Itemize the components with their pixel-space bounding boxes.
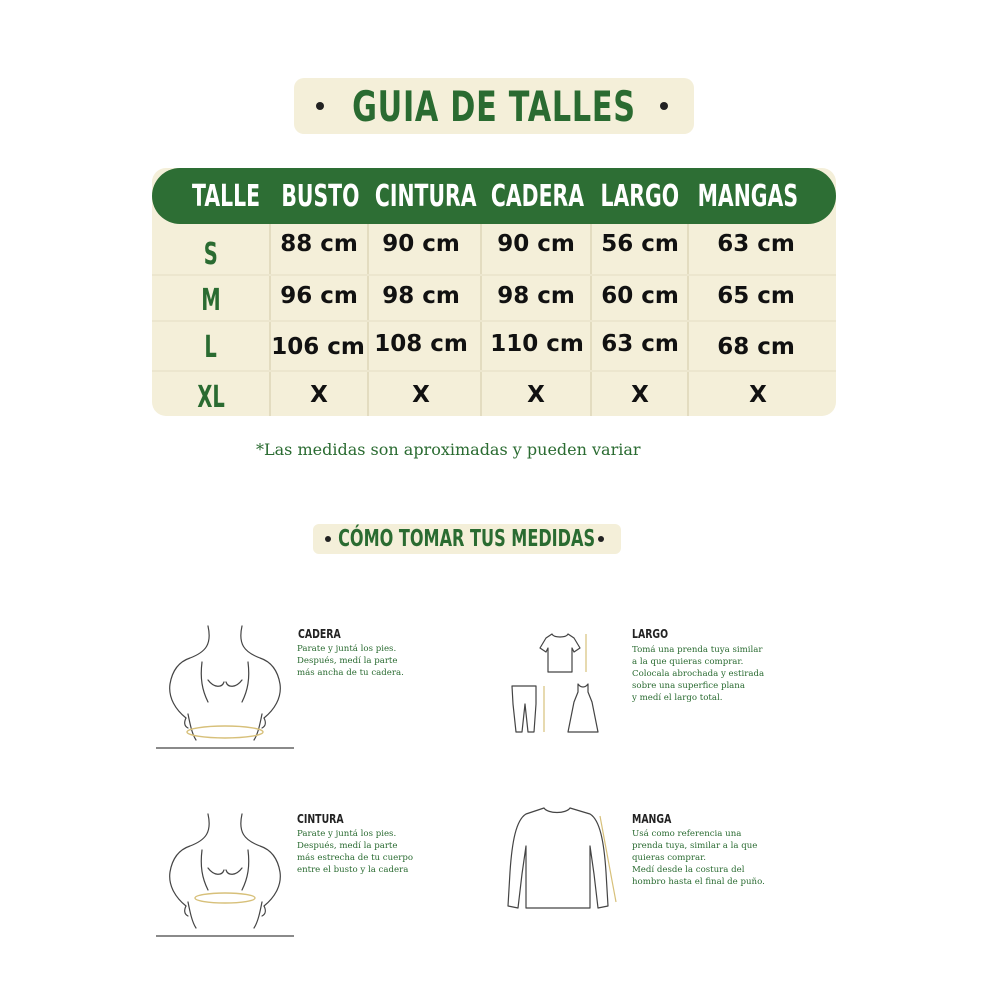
subtitle-banner — [313, 524, 621, 554]
tshirt-icon — [540, 634, 580, 672]
manga-title: MANGA — [632, 812, 672, 826]
table-cell: 63 cm — [717, 231, 795, 257]
table-cell: 98 cm — [497, 283, 575, 309]
section-subtitle: CÓMO TOMAR TUS MEDIDAS — [338, 526, 596, 552]
size-table — [152, 168, 836, 416]
pants-icon — [512, 686, 536, 732]
cintura-title: CINTURA — [297, 812, 344, 826]
size-label-m: M — [201, 282, 221, 318]
cadera-description: Parate y juntá los pies. Después, medí la parte más ancha de tu cadera. — [297, 644, 404, 678]
table-cell: X — [631, 382, 649, 408]
table-cell: X — [749, 382, 767, 408]
disclaimer-note: *Las medidas son aproximadas y pueden variar — [256, 440, 641, 459]
row-divider — [152, 274, 836, 276]
dress-icon — [568, 684, 598, 732]
body-waist-icon — [150, 806, 300, 942]
cadera-title: CADERA — [298, 627, 341, 641]
size-label-xl: XL — [197, 379, 225, 415]
table-cell: X — [412, 382, 430, 408]
header-cintura: CINTURA — [375, 178, 477, 214]
table-cell: 110 cm — [490, 331, 584, 357]
table-cell: 65 cm — [717, 283, 795, 309]
table-cell: 98 cm — [382, 283, 460, 309]
table-cell: X — [527, 382, 545, 408]
table-cell: 68 cm — [717, 334, 795, 360]
table-cell: 88 cm — [280, 231, 358, 257]
long-sleeve-shirt-icon — [496, 802, 626, 914]
row-divider — [152, 370, 836, 372]
table-cell: 96 cm — [280, 283, 358, 309]
bullet-icon — [325, 536, 331, 542]
body-hip-icon — [150, 618, 300, 754]
table-header — [152, 168, 836, 224]
page-title: GUIA DE TALLES — [352, 81, 636, 131]
header-largo: LARGO — [600, 178, 680, 214]
row-divider — [152, 320, 836, 322]
bullet-icon — [316, 102, 324, 110]
header-cadera: CADERA — [490, 178, 584, 214]
table-cell: 90 cm — [382, 231, 460, 257]
header-talle: TALLE — [191, 178, 261, 214]
table-cell: 56 cm — [601, 231, 679, 257]
table-cell: 106 cm — [271, 334, 365, 360]
largo-garments-figure — [500, 628, 600, 738]
table-cell: 90 cm — [497, 231, 575, 257]
table-cell: 60 cm — [601, 283, 679, 309]
bullet-icon — [598, 536, 604, 542]
table-cell: 63 cm — [601, 331, 679, 357]
size-label-s: S — [203, 236, 219, 272]
table-cell: X — [310, 382, 328, 408]
bullet-icon — [660, 102, 668, 110]
largo-title: LARGO — [632, 627, 669, 641]
cintura-description: Parate y juntá los pies. Después, medí la parte más estrecha de tu cuerpo entre el busto y la cadera — [297, 829, 414, 875]
largo-description: Tomá una prenda tuya similar a la que quieras comprar. Colocala abrochada y estirada sobre una superfice plana y medí el largo total. — [632, 645, 765, 703]
size-label-l: L — [204, 329, 218, 365]
header-busto: BUSTO — [280, 178, 360, 214]
manga-description: Usá como referencia una prenda tuya, similar a la que quieras comprar. Medí desde la costura del hombro hasta el final de puño. — [632, 829, 765, 887]
header-mangas: MANGAS — [697, 178, 799, 214]
table-cell: 108 cm — [374, 331, 468, 357]
title-banner — [294, 78, 694, 134]
